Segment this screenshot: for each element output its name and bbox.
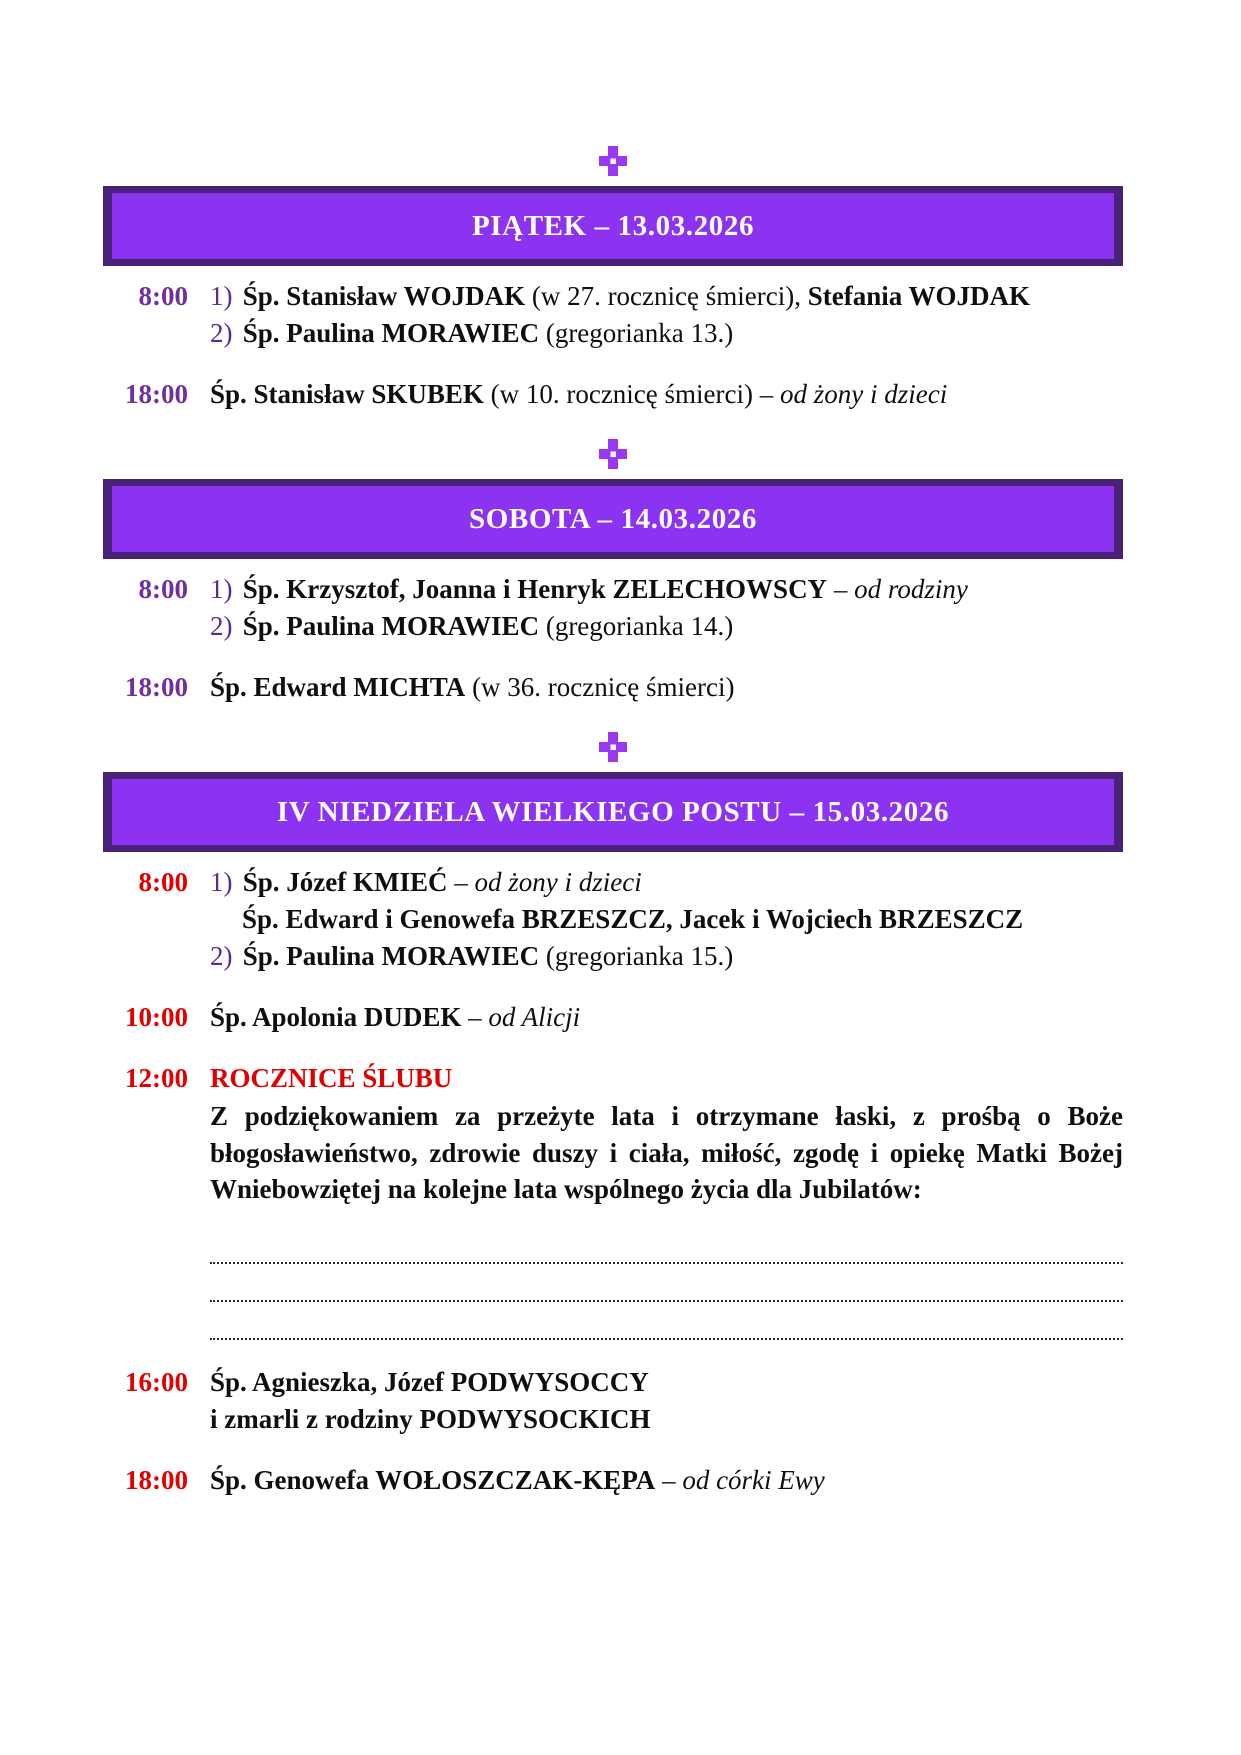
mass-entry [103, 1060, 1123, 1340]
mass-entry [103, 669, 1123, 706]
intention-text: – od rodziny [827, 574, 968, 604]
intention-text: Śp. Edward i Genowefa BRZESZCZ, Jacek i Wojciech BRZESZCZ [242, 904, 1024, 934]
section-banner [103, 479, 1123, 559]
write-in-line [210, 1264, 1123, 1302]
mass-entry [103, 1364, 1123, 1438]
intention-text: – od córki Ewy [655, 1464, 825, 1495]
list-number: 1) [210, 867, 233, 897]
section-divider [103, 732, 1123, 762]
cross-icon [599, 163, 627, 180]
mass-time: 8:00 [138, 574, 188, 604]
mass-entry-body [210, 1462, 1123, 1499]
intention-line [210, 901, 1123, 938]
mass-entry-body [210, 669, 1123, 706]
intention-text: i zmarli z rodziny PODWYSOCKICH [210, 1403, 651, 1434]
intention-line [210, 376, 1123, 413]
mass-time: 16:00 [125, 1366, 188, 1397]
intention-text: (w 27. rocznicę śmierci), [525, 281, 808, 311]
mass-entry [103, 864, 1123, 975]
intention-text: Śp. Genowefa WOŁOSZCZAK-KĘPA [210, 1464, 656, 1495]
intention-text: (gregorianka 13.) [539, 318, 734, 348]
intention-text: Śp. Paulina MORAWIEC [242, 611, 540, 641]
intention-text: Śp. Apolonia DUDEK [210, 1002, 462, 1032]
wishes-paragraph: Z podziękowaniem za przeżyte lata i otrzymane łaski, z prośbą o Boże błogosławieństwo, zdrowie duszy i ciała, miłość, zgodę i opiekę Matki Bożej Wniebowziętej na kolejne lata wspólnego życia dla Jubilatów: [210, 1101, 1123, 1204]
intention-line [210, 1060, 1123, 1097]
mass-time: 18:00 [125, 1464, 188, 1495]
section-banner [103, 186, 1123, 266]
intention-line [210, 278, 1123, 315]
intention-line [210, 571, 1123, 608]
section-title: SOBOTA – 14.03.2026 [468, 502, 758, 535]
intention-text: (w 10. rocznicę śmierci) [483, 379, 760, 409]
intention-text: – od żony i dzieci [759, 379, 948, 409]
mass-entry-body [210, 864, 1123, 975]
mass-entry [103, 571, 1123, 645]
mass-entry-body [210, 1364, 1123, 1438]
list-number: 2) [210, 611, 233, 641]
mass-entry [103, 278, 1123, 352]
section-banner [103, 772, 1123, 852]
intention-text: Śp. Józef KMIEĆ [242, 867, 448, 897]
mass-entry-body [210, 376, 1123, 413]
list-number: 2) [210, 941, 233, 971]
section-title: PIĄTEK – 13.03.2026 [471, 209, 755, 242]
intention-line [210, 608, 1123, 645]
mass-time: 18:00 [125, 379, 188, 409]
mass-time: 18:00 [125, 672, 188, 702]
list-number: 1) [210, 574, 233, 604]
intention-text: (gregorianka 15.) [539, 941, 734, 971]
intention-text: ROCZNICE ŚLUBU [210, 1063, 453, 1093]
intention-line [210, 315, 1123, 352]
write-in-lines [210, 1226, 1123, 1340]
mass-time: 10:00 [125, 1002, 188, 1032]
intention-text: – od Alicji [461, 1002, 581, 1032]
mass-time: 8:00 [138, 867, 188, 897]
intention-text: Śp. Edward MICHTA [210, 672, 466, 702]
mass-entry-body [210, 999, 1123, 1036]
document-body [103, 0, 1123, 1523]
intention-text: – od żony i dzieci [447, 867, 642, 897]
cross-icon [599, 456, 627, 473]
section [103, 439, 1123, 706]
mass-entry-body [210, 571, 1123, 645]
intention-line [210, 669, 1123, 706]
intention-text: (w 36. rocznicę śmierci) [465, 672, 735, 702]
intention-text: Śp. Paulina MORAWIEC [242, 941, 540, 971]
section-divider [103, 146, 1123, 176]
mass-time: 12:00 [125, 1063, 188, 1093]
intention-text: Śp. Stanisław WOJDAK [242, 281, 526, 311]
section-divider [103, 439, 1123, 469]
section [103, 146, 1123, 413]
intention-line [210, 938, 1123, 975]
intention-line [210, 1401, 1123, 1438]
mass-entry [103, 376, 1123, 413]
section [103, 732, 1123, 1499]
intention-line [210, 999, 1123, 1036]
mass-entry [103, 1462, 1123, 1499]
write-in-line [210, 1302, 1123, 1340]
mass-entry [103, 999, 1123, 1036]
intention-text: Śp. Stanisław SKUBEK [210, 379, 484, 409]
intention-line [210, 1462, 1123, 1499]
intention-line [210, 1364, 1123, 1401]
intention-text: Śp. Paulina MORAWIEC [242, 318, 540, 348]
intention-text: (gregorianka 14.) [539, 611, 734, 641]
write-in-line [210, 1226, 1123, 1264]
intention-line [210, 864, 1123, 901]
list-number: 1) [210, 281, 233, 311]
intention-text: Śp. Krzysztof, Joanna i Henryk ZELECHOWSCY [242, 574, 828, 604]
intention-text: Stefania WOJDAK [807, 281, 1030, 311]
mass-entry-body [210, 278, 1123, 352]
mass-entry-body [210, 1060, 1123, 1340]
cross-icon [599, 749, 627, 766]
intention-text: Śp. Agnieszka, Józef PODWYSOCCY [210, 1366, 649, 1397]
list-number: 2) [210, 318, 233, 348]
section-title: IV NIEDZIELA WIELKIEGO POSTU – 15.03.2026 [276, 795, 950, 828]
mass-time: 8:00 [138, 281, 188, 311]
